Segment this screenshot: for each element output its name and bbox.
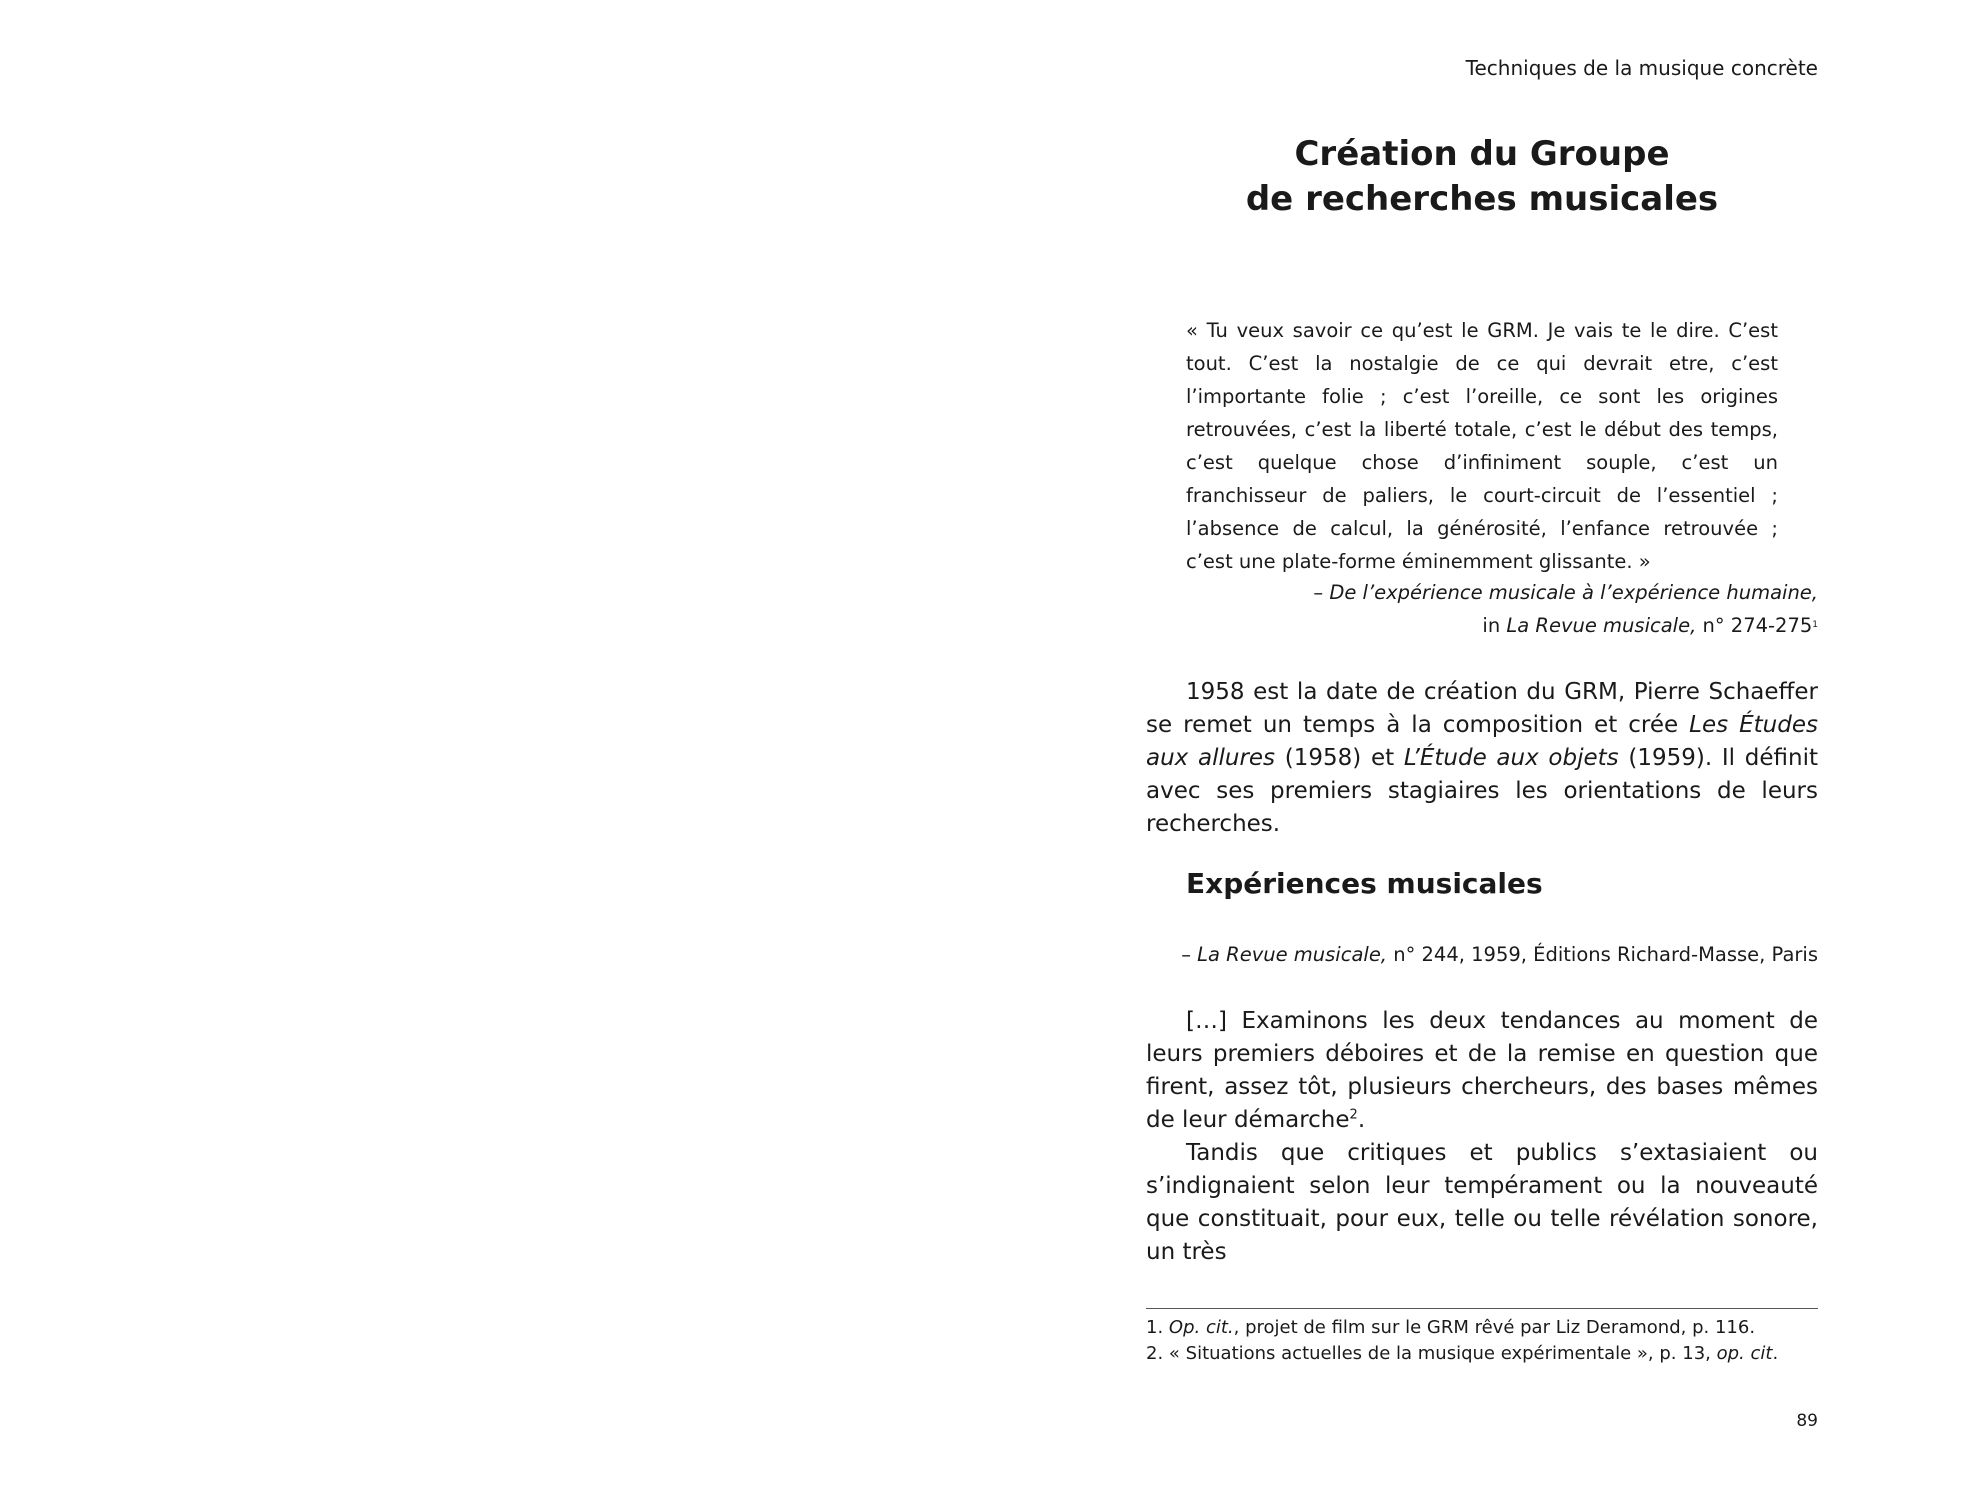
right-page [1146, 0, 1818, 1496]
attribution-footnote-ref[interactable]: 1 [1812, 620, 1818, 630]
paragraph2-end: . [1357, 1107, 1366, 1133]
work-title-etude-aux-objets: L’Étude aux objets [1403, 745, 1619, 771]
attribution-journal-line [1313, 609, 1818, 642]
footnote-1 [1146, 1315, 1818, 1341]
paragraph1-part3: (1959). Il définit avec ses premiers stagiaires les orientations de leurs recherches. [1146, 745, 1818, 837]
attribution-title: De l’expérience musicale à l’expérience humaine, [1329, 581, 1818, 604]
paragraph1-part1: 1958 est la date de création du GRM, Pierre Schaeffer se remet un temps à la composition et crée [1146, 679, 1818, 738]
footnote-2 [1146, 1341, 1818, 1367]
epigraph-attribution [1313, 576, 1818, 642]
paragraph1-part2: (1958) et [1275, 745, 1404, 771]
attribution-title-line [1313, 576, 1818, 609]
footnote-2-italic: op. cit [1716, 1343, 1773, 1364]
chapter-title-line-2: de recherches musicales [1245, 179, 1719, 219]
source-details: n° 244, 1959, Éditions Richard-Masse, Paris [1387, 943, 1818, 966]
attribution-journal: La Revue musicale, [1506, 614, 1697, 637]
footnote-1-italic: Op. cit. [1168, 1317, 1234, 1338]
section-title: Expériences musicales [1186, 867, 1543, 900]
paragraph2-text: […] Examinons les deux tendances au moment de leurs premiers déboires et de la remise en question que firent, assez tôt, plusieurs chercheurs, des bases mêmes de leur démarche [1146, 1008, 1818, 1133]
paragraph-tendances [1146, 1005, 1818, 1137]
footnotes [1146, 1315, 1818, 1367]
epigraph-quote: « Tu veux savoir ce qu’est le GRM. Je vais te le dire. C’est tout. C’est la nostalgie de ce qui devrait etre, c’est l’importante folie ; c’est l’oreille, ce sont les origines retrouvées, c’est la liberté totale, c’est le début des temps, c’est quelque chose d’infiniment souple, c’est un franchisseur de paliers, le court-circuit de l’essentiel ; l’absence de calcul, la générosité, l’enfance retrouvée ; c’est une plate-forme éminemment glissante. » [1186, 319, 1778, 573]
attribution-issue: n° 274-275 [1696, 614, 1813, 637]
source-dash: – [1181, 943, 1198, 966]
page-number: 89 [1796, 1411, 1818, 1431]
attribution-dash: – [1313, 581, 1330, 604]
paragraph2-footnote-ref[interactable]: 2 [1349, 1107, 1358, 1123]
paragraph-critiques: Tandis que critiques et publics s’extasiaient ou s’indignaient selon leur tempérament ou la nouveauté que constituait, pour eux, telle ou telle révélation sonore, un très [1146, 1140, 1818, 1265]
source-journal: La Revue musicale, [1197, 943, 1388, 966]
footnote-1-number: 1. [1146, 1317, 1169, 1338]
work-title-etudes-aux-allures: Les Études aux allures [1146, 712, 1818, 771]
footnote-2-text: « Situations actuelles de la musique expérimentale », p. 13, [1168, 1343, 1717, 1364]
footnote-divider [1146, 1308, 1818, 1309]
footnote-1-text: , projet de film sur le GRM rêvé par Liz Deramond, p. 116. [1233, 1317, 1756, 1338]
footnote-2-number: 2. [1146, 1343, 1169, 1364]
running-head: Techniques de la musique concrète [1465, 56, 1818, 80]
section-source [1181, 940, 1818, 970]
paragraph-grm-creation [1146, 676, 1818, 841]
chapter-title [1146, 132, 1818, 222]
footnote-2-end: . [1772, 1343, 1779, 1364]
attribution-in: in [1482, 614, 1507, 637]
chapter-title-line-1: Création du Groupe [1294, 134, 1670, 174]
